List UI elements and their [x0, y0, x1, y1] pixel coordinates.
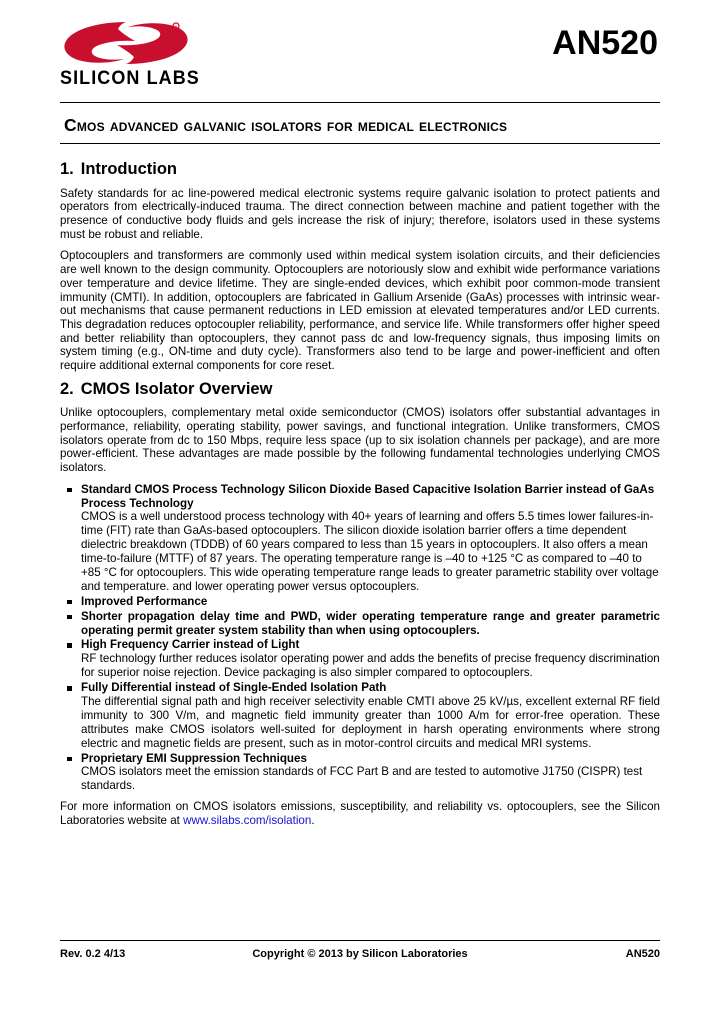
bullet-heading: Standard CMOS Process Technology Silicon Dioxide Based Capacitive Isolation Barrier instead of GaAs Process Technology — [81, 482, 655, 510]
section-heading-cmos-isolator-overview — [60, 379, 660, 398]
page-title: Cmos advanced galvanic isolators for medical electronics — [64, 115, 508, 135]
silicon-labs-logo — [60, 18, 208, 89]
bullet-heading: Improved Performance — [81, 594, 208, 608]
list-item — [60, 483, 660, 594]
bullet-heading: Proprietary EMI Suppression Techniques — [81, 751, 307, 765]
section-number: 2. — [60, 379, 74, 398]
page-footer — [60, 940, 660, 960]
paragraph: Unlike optocouplers, complementary metal oxide semiconductor (CMOS) isolators offer substantial advantages in performance, reliability, operating stability, power savings, and functional integration. Unlike transformers, CMOS isolators operate from dc to 150 Mbps, require less space (up to six isolation channels per package), and are more power-efficient. These advantages are made possible by the following fundamental technologies underlying CMOS isolators. — [60, 406, 660, 475]
list-item — [60, 610, 660, 638]
closing-paragraph — [60, 800, 660, 828]
closing-text-before: For more information on CMOS isolators emissions, susceptibility, and reliability vs. optocouplers, see the Silicon Laboratories website at — [60, 800, 660, 828]
silicon-labs-swirl-icon — [60, 18, 192, 68]
list-item — [60, 595, 660, 609]
feature-bullet-list — [60, 483, 660, 793]
closing-text-after: . — [311, 814, 315, 828]
list-item — [60, 681, 660, 750]
header-document-id: AN520 — [552, 24, 658, 62]
svg-text:R: R — [174, 24, 178, 29]
footer-revision: Rev. 0.2 4/13 — [60, 948, 126, 960]
bullet-body: Shorter propagation delay time and PWD, wider operating temperature range and greater parametric operating permit greater system stability than when using optocouplers. — [81, 609, 660, 637]
section-title: CMOS Isolator Overview — [80, 379, 273, 398]
section-title: Introduction — [80, 160, 177, 178]
list-item — [60, 638, 660, 680]
bullet-heading: High Frequency Carrier instead of Light — [81, 638, 300, 652]
footer-copyright: Copyright © 2013 by Silicon Laboratories — [252, 948, 468, 960]
bullet-heading: Fully Differential instead of Single-Ended Isolation Path — [81, 681, 387, 695]
section-heading-introduction — [60, 160, 660, 178]
section-number: 1. — [60, 160, 74, 178]
page-header — [60, 0, 660, 96]
logo-wordmark: SILICON LABS — [60, 67, 200, 89]
bullet-body: CMOS is a well understood process technology with 40+ years of learning and offers 5.5 times lower failures-in-time (FIT) rate than GaAs-based optocouplers. The silicon dioxide isolation barrier offers a time dependent dielectric breakdown (TDDB) of 60 years compared to less than 15 years in optocouplers. It also offers a mean time-to-failure (MTTF) of 87 years. The operating temperature range is –40 to +125 °C as compared to –40 to +85 °C for optocouplers. This wide operating temperature range leads to greater parametric stability over voltage and temperature. and lower operating power versus optocouplers. — [81, 510, 659, 593]
footer-document-id: AN520 — [625, 948, 660, 960]
paragraph: Safety standards for ac line-powered medical electronic systems require galvanic isolation to protect patients and operators from electrically-induced trauma. The direct connection between machine and patient together with the presence of conductive body fluids and gels increase the risk of injury; therefore, isolators used in these systems must be robust and reliable. — [60, 186, 660, 241]
silabs-isolation-link[interactable]: www.silabs.com/isolation — [183, 814, 312, 828]
bullet-body: RF technology further reduces isolator operating power and adds the benefits of precise frequency discrimination for superior noise rejection. Device packaging is also simpler compared to optocouplers. — [81, 652, 660, 680]
list-item — [60, 752, 660, 794]
document-body — [60, 144, 660, 828]
header-divider — [60, 102, 660, 103]
paragraph: Optocouplers and transformers are commonly used within medical system isolation circuits, and their deficiencies are well known to the design community. Optocouplers are notoriously slow and exhibit wide performance variations over temperature and device lifetime. They are single-ended devices, which exhibit poor common-mode transient immunity (CMTI). In addition, optocouplers are fabricated in Gallium Arsenide (GaAs) processes with intrinsic wear-out mechanisms that cause permanent reductions in LED emission at elevated temperatures and/or LED currents. This degradation reduces optocoupler reliability, performance, and service life. While transformers offer higher speed and better reliability than optocouplers, they cannot pass dc and low-frequency signals, thus imposing limits on system timing (e.g., ON-time and duty cycle). Transformers also tend to be large and power-inefficient and often require additional external components for core reset. — [60, 249, 660, 373]
bullet-body: CMOS isolators meet the emission standards of FCC Part B and are tested to automotive J1750 (CISPR) test standards. — [81, 765, 643, 793]
bullet-body: The differential signal path and high receiver selectivity enable CMTI above 25 kV/µs, excellent external RF field immunity to 300 V/m, and magnetic field immunity greater than 1000 A/m for error-free operation. These attributes make CMOS isolators well-suited for deployment in harsh operating environments where strong electric and magnetic fields are present, such as in motor-control circuits and medical MRI systems. — [81, 694, 660, 750]
